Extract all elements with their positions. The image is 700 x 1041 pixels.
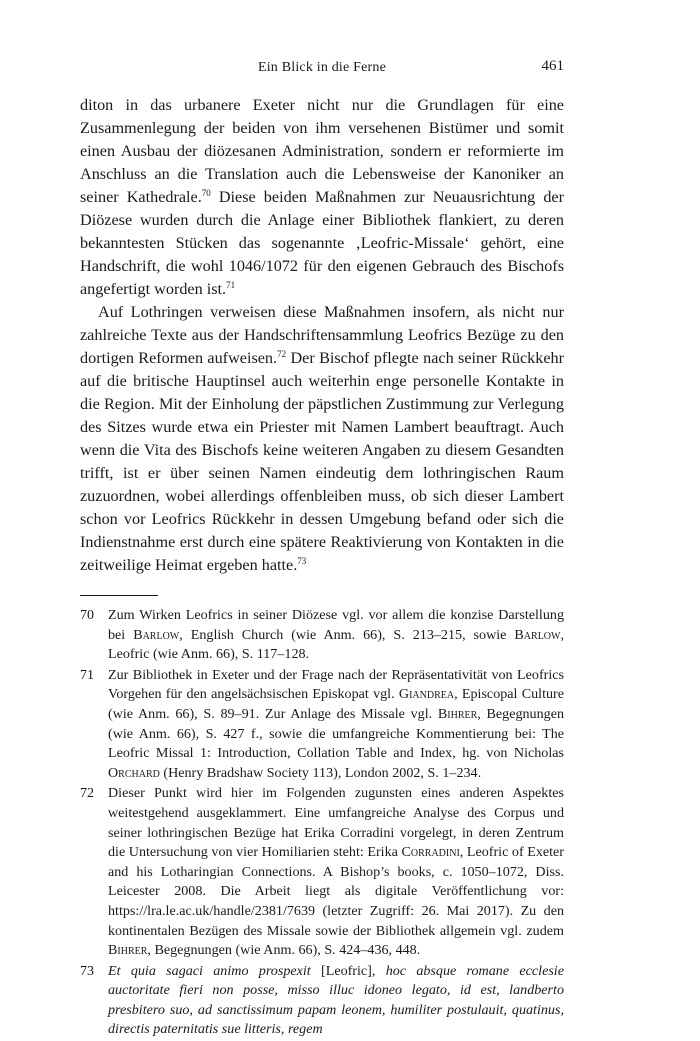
author-name: Orchard <box>108 764 160 781</box>
footnote-73 <box>80 962 564 1040</box>
book-page <box>80 56 564 1041</box>
author-name: Barlow <box>133 626 180 643</box>
paragraph-text: Auf Lothringen verweisen diese Maßnahmen insofern, als nicht nur zahlreiche Texte aus der Handschriftensammlung Leofrics Bezüge zu den dortigen Reformen aufweisen. <box>80 303 564 367</box>
footnote-71 <box>80 666 564 784</box>
footnote-number: 70 <box>80 607 95 623</box>
page-number: 461 <box>541 58 564 74</box>
author-name: Corradini <box>401 844 460 861</box>
author-name: Bihrer <box>437 705 478 722</box>
latin-quote: hoc absque romane ecclesie auctoritate fieri non posse, misso illuc idoneo legato, id est, landberto presbitero suo, ad sanctissimum papam leonem, humiliter postulauit, quatinus, directis paternitatis sue litteris, regem <box>108 962 564 1038</box>
main-text <box>80 94 564 577</box>
paragraph-text: diton in das urbanere Exeter nicht nur die Grundlagen für eine Zusammenlegung der beiden von ihm versehenen Bistümer und somit einen Ausbau der diözesanen Administration, sondern er reformierte im Anschluss an die Translation auch die Lebensweise der Kanoniker an seiner Kathedrale. <box>80 96 564 206</box>
footnote-segment: , Leofric of Exeter and his Lotharingian Connections. A Bishop’s books, c. 1050–1072, Diss. Leicester 2008. Die Arbeit liegt als digitale Veröffentlichung vor: https://lra.le.ac.uk/handle/2381/7639 (letzter Zugriff: 26. Mai 2017). Zu den kontinentalen Bezügen des Missale sowie der Bibliothek allgemein vgl. zudem <box>108 844 564 939</box>
footnote-segment: , English Church (wie Anm. 66), S. 213–215, sowie <box>179 626 515 643</box>
footnote-text <box>108 606 564 665</box>
footnote-number: 73 <box>80 962 95 979</box>
paragraph-text: Der Bischof pflegte nach seiner Rückkehr auf die britische Hauptinsel auch weiterhin enge personelle Kontakte in die Region. Mit der Einholung der päpstlichen Zustimmung zur Verlegung des Sitzes wurde etwa ein Priester mit Namen Lambert beauftragt. Auch wenn die Vita des Bischofs keine weiteren Angaben zu diesem Gesandten trifft, ist er über seinen Namen eindeutig dem lothringischen Raum zuzuordnen, wobei allerdings offenbleiben muss, ob sich dieser Lambert schon vor Leofrics Rückkehr in dessen Umgebung befand oder sich die Indienstnahme erst durch eine spätere Reaktivierung von Kontakten in die zeitweilige Heimat ergeben hatte. <box>80 349 564 574</box>
paragraph-text: Diese beiden Maßnahmen zur Neuausrichtung der Diözese wurden durch die Anlage einer Bibliothek flankiert, zu deren bekanntesten Stücken das sogenannte ‚Leofric-Missale‘ gehört, eine Handschrift, die wohl 1046/1072 für den eigenen Gebrauch des Bischofs angefertigt worden ist. <box>80 188 564 298</box>
footnote-separator <box>80 595 158 596</box>
running-title: Ein Blick in die Ferne <box>257 60 387 75</box>
footnote-text <box>108 784 564 960</box>
footnote-segment: , Begegnungen (wie Anm. 66), S. 424–436, 448. <box>147 942 421 959</box>
paragraph-2 <box>80 301 564 577</box>
footnote-number: 72 <box>80 785 95 802</box>
latin-quote: Et quia sagaci animo prospexit <box>108 962 311 979</box>
footnotes <box>80 606 564 1040</box>
footnote-segment: Zum Wirken Leofrics in seiner Diözese vgl. vor allem die konzise Darstellung bei <box>108 607 564 643</box>
footnote-72 <box>80 784 564 960</box>
footnote-ref[interactable]: 71 <box>226 280 236 290</box>
footnote-number: 71 <box>80 666 95 683</box>
page-header <box>80 56 564 80</box>
footnote-segment: , Begegnungen (wie Anm. 66), S. 427 f., sowie die umfangreiche Kommentierung bei: The Leofric Missal 1: Introduction, Collation Table and Index, hg. von Nicholas <box>108 705 565 762</box>
footnote-ref[interactable]: 70 <box>201 188 211 198</box>
author-name: Giandrea <box>398 686 455 703</box>
footnote-segment: [Leofric], <box>310 962 386 979</box>
footnote-segment: Zur Bibliothek in Exeter und der Frage nach der Repräsentativität von Leofrics Vorgehen für den angelsächsischen Episkopat vgl. <box>108 666 564 703</box>
footnote-70 <box>80 606 564 665</box>
footnote-segment: , Episcopal Culture (wie Anm. 66), S. 89–91. Zur Anlage des Missale vgl. <box>108 686 565 722</box>
author-name: Bihrer <box>108 942 148 959</box>
footnote-text <box>108 666 564 784</box>
footnote-segment: Dieser Punkt wird hier im Folgenden zugunsten eines anderen Aspektes weitestgehend ausgeklammert. Eine umfangreiche Analyse des Corpus und seiner lothringischen Bezüge hat Erika Corradini vorgelegt, in deren Zentrum die Untersuchung von vier Homiliarien steht: Erika <box>108 785 564 861</box>
footnote-segment: , Leofric (wie Anm. 66), S. 117–128. <box>108 626 564 663</box>
footnote-text <box>108 962 564 1040</box>
footnote-ref[interactable]: 73 <box>297 556 307 566</box>
footnote-ref[interactable]: 72 <box>277 349 287 359</box>
footnote-segment: (Henry Bradshaw Society 113), London 2002, S. 1–234. <box>159 764 482 781</box>
author-name: Barlow <box>514 626 561 643</box>
paragraph-1 <box>80 94 564 301</box>
